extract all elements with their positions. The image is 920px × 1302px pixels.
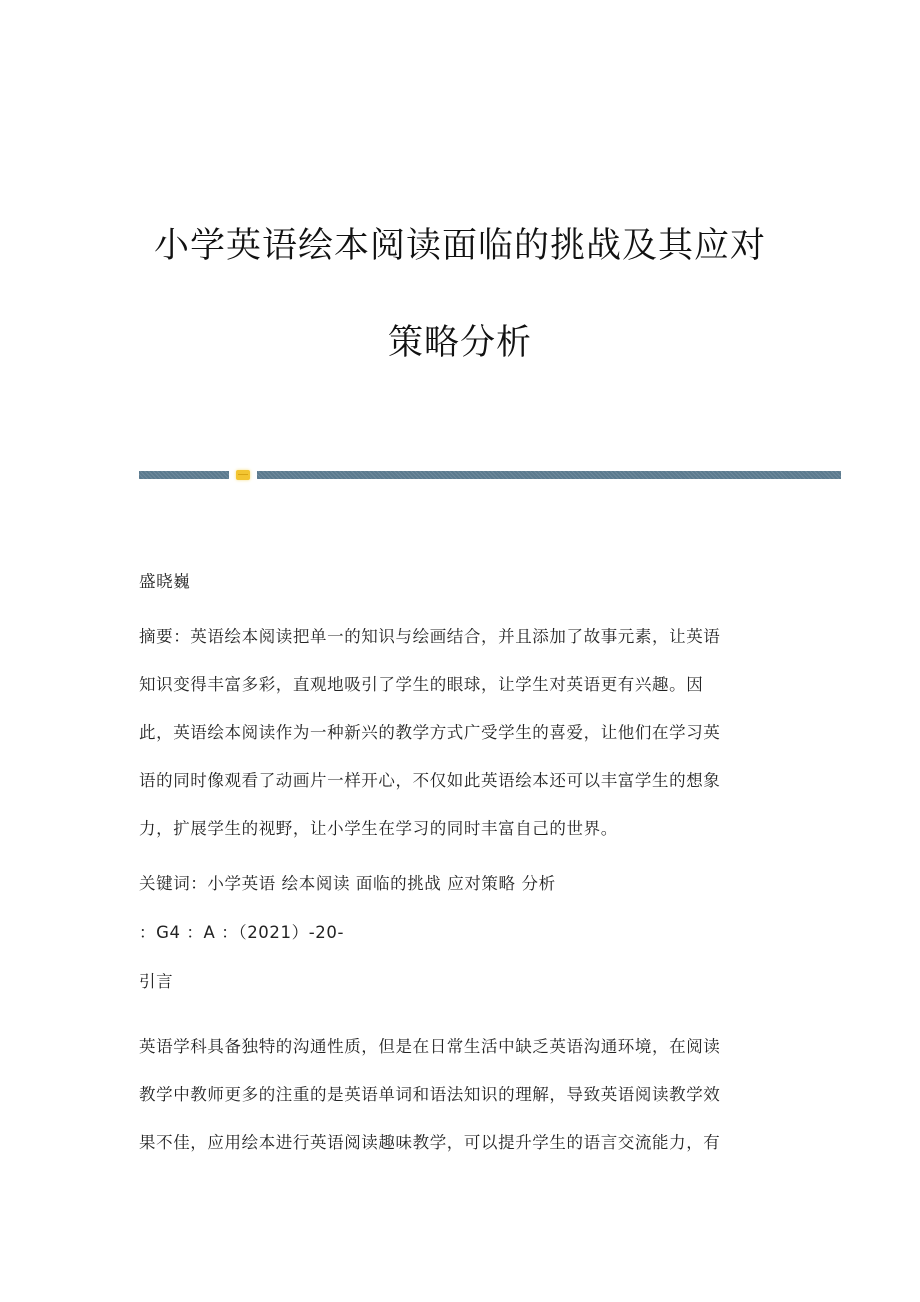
divider-bar-left	[139, 471, 229, 479]
title-divider	[139, 470, 841, 480]
abstract-line: 此，英语绘本阅读作为一种新兴的教学方式广受学生的喜爱，让他们在学习英	[139, 723, 721, 742]
intro-line: 教学中教师更多的注重的是英语单词和语法知识的理解，导致英语阅读教学效	[139, 1085, 721, 1104]
document-title-line-2: 策略分析	[387, 323, 532, 363]
section-heading-introduction: 引言	[139, 972, 174, 991]
abstract-line: 语的同时像观看了动画片一样开心，不仅如此英语绘本还可以丰富学生的想象	[139, 771, 721, 790]
author-name: 盛晓巍	[139, 572, 191, 591]
abstract-line: 摘要：英语绘本阅读把单一的知识与绘画结合，并且添加了故事元素，让英语	[139, 627, 721, 646]
classification-info: ：G4 ：A ：（2021）-20-	[139, 923, 345, 942]
introduction-paragraph	[139, 1027, 779, 1163]
abstract-line: 知识变得丰富多彩，直观地吸引了学生的眼球，让学生对英语更有兴趣。因	[139, 675, 704, 694]
keywords: 关键词：小学英语 绘本阅读 面临的挑战 应对策略 分析	[139, 874, 556, 893]
intro-line: 英语学科具备独特的沟通性质，但是在日常生活中缺乏英语沟通环境，在阅读	[139, 1037, 721, 1056]
document-title-line-1: 小学英语绘本阅读面临的挑战及其应对	[153, 226, 766, 266]
abstract	[139, 617, 779, 849]
ornament-icon	[236, 470, 250, 480]
intro-line: 果不佳，应用绘本进行英语阅读趣味教学，可以提升学生的语言交流能力，有	[139, 1133, 721, 1152]
abstract-line: 力，扩展学生的视野，让小学生在学习的同时丰富自己的世界。	[139, 819, 618, 838]
divider-bar-right	[257, 471, 841, 479]
